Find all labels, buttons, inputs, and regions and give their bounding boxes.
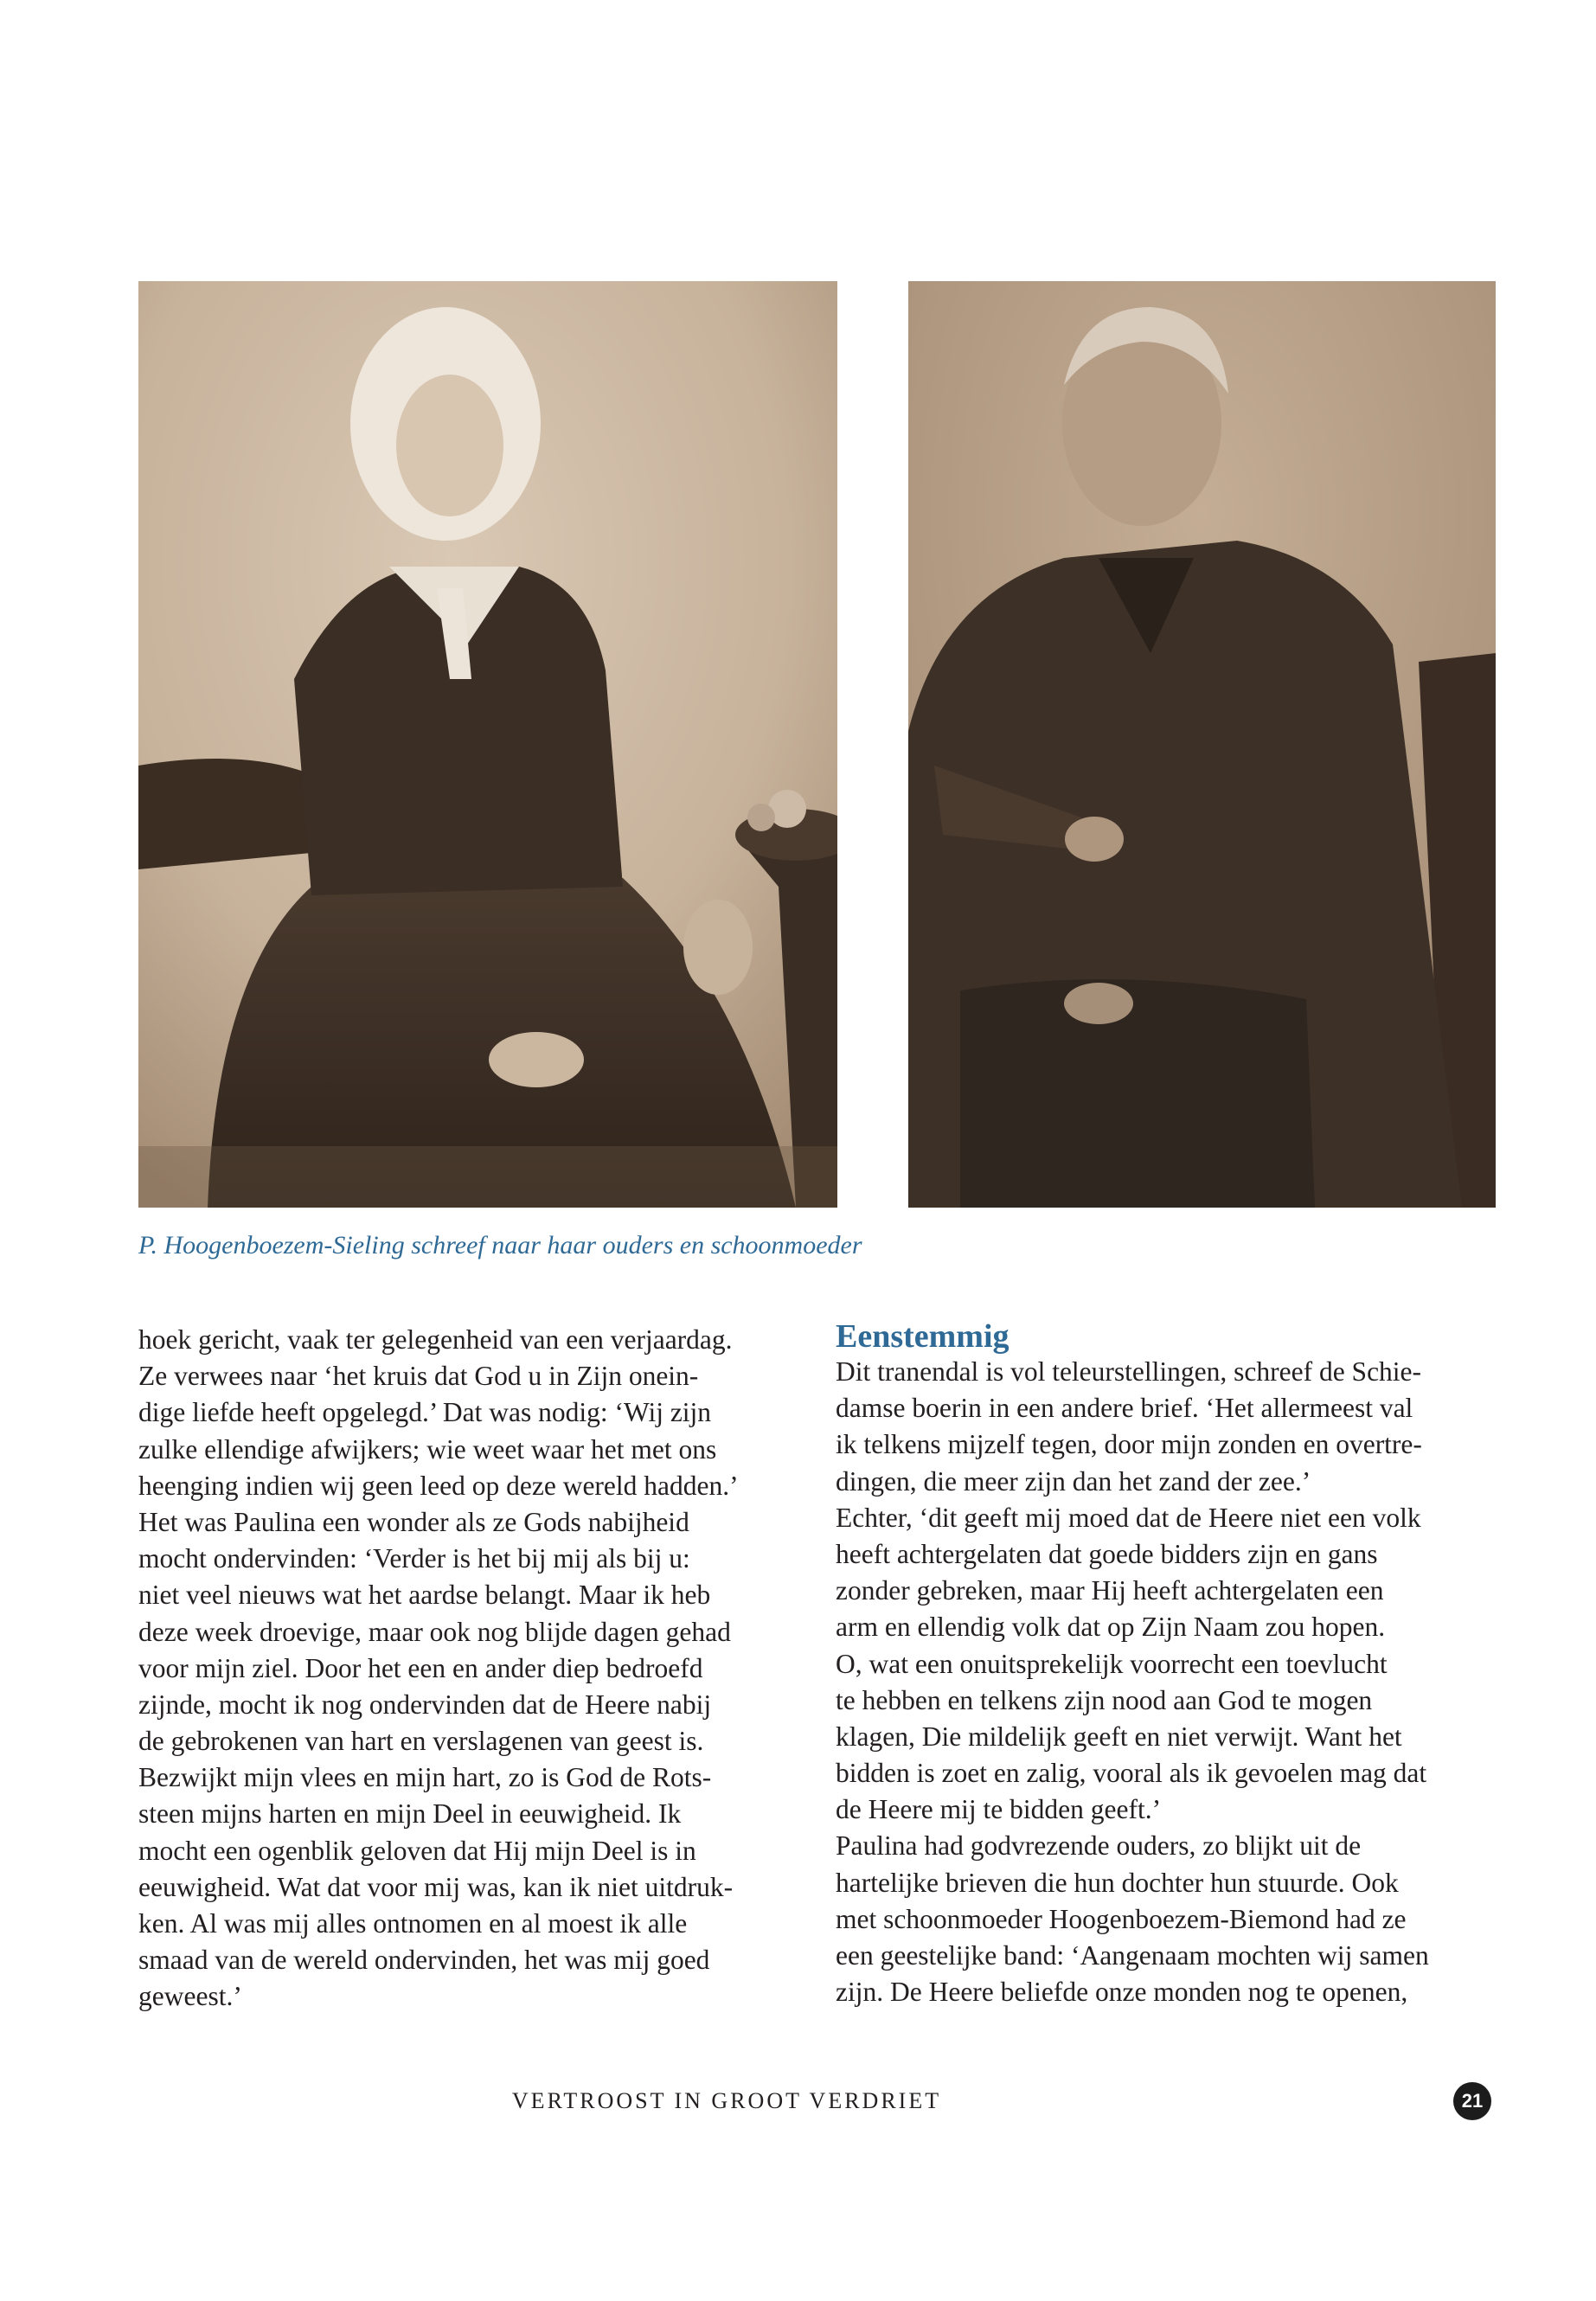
text-line: Echter, ‘dit geeft mij moed dat de Heere niet een volk — [836, 1502, 1421, 1533]
text-line: zijnde, mocht ik nog ondervinden dat de Heere nabij — [138, 1689, 712, 1720]
photo-woman-portrait — [138, 281, 837, 1208]
text-line: heeft achtergelaten dat goede bidders zijn en gans — [836, 1538, 1378, 1569]
text-line: te hebben en telkens zijn nood aan God te mogen — [836, 1684, 1373, 1715]
man-portrait-image — [908, 281, 1496, 1208]
text-line: Bezwijkt mijn vlees en mijn hart, zo is God de Rots- — [138, 1762, 712, 1793]
right-text-column — [836, 1320, 1502, 2010]
text-line: ken. Al was mij alles ontnomen en al moest ik alle — [138, 1908, 688, 1939]
running-title: VERTROOST IN GROOT VERDRIET — [511, 2088, 942, 2113]
page-number-badge: 21 — [1453, 2082, 1491, 2120]
text-line: Dit tranendal is vol teleurstellingen, schreef de Schie- — [836, 1356, 1422, 1387]
text-line: hoek gericht, vaak ter gelegenheid van een verjaardag. — [138, 1324, 733, 1355]
text-line: steen mijns harten en mijn Deel in eeuwigheid. Ik — [138, 1798, 682, 1830]
text-line: de Heere mij te bidden geeft.’ — [836, 1794, 1162, 1825]
text-line: geweest.’ — [138, 1981, 242, 2012]
text-line: Paulina had godvrezende ouders, zo blijkt uit de — [836, 1830, 1362, 1862]
text-line: mocht ondervinden: ‘Verder is het bij mij als bij u: — [138, 1543, 690, 1574]
photo-caption: P. Hoogenboezem-Sieling schreef naar haar ouders en schoonmoeder — [138, 1231, 862, 1259]
text-line: bidden is zoet en zalig, vooral als ik gevoelen mag dat — [836, 1758, 1427, 1789]
text-line: ik telkens mijzelf tegen, door mijn zonden en overtre- — [836, 1429, 1422, 1460]
text-line: voor mijn ziel. Door het een en ander diep bedroefd — [138, 1652, 703, 1683]
text-line: O, wat een onuitsprekelijk voorrecht een toevlucht — [836, 1648, 1388, 1679]
text-line: damse boerin in een andere brief. ‘Het allermeest val — [836, 1393, 1413, 1424]
text-line: Ze verwees naar ‘het kruis dat God u in Zijn onein- — [138, 1361, 699, 1392]
photo-man-portrait — [908, 281, 1496, 1208]
text-line: zijn. De Heere beliefde onze monden nog te openen, — [836, 1977, 1408, 2008]
text-line: hartelijke brieven die hun dochter hun stuurde. Ook — [836, 1867, 1399, 1898]
text-line: met schoonmoeder Hoogenboezem-Biemond had ze — [836, 1903, 1407, 1934]
section-heading: Eenstemmig — [836, 1318, 1010, 1355]
text-line: dige liefde heeft opgelegd.’ Dat was nodig: ‘Wij zijn — [138, 1397, 712, 1428]
text-line: klagen, Die mildelijk geeft en niet verwijt. Want het — [836, 1721, 1402, 1752]
text-line: deze week droevige, maar ook nog blijde dagen gehad — [138, 1616, 731, 1647]
text-line: mocht een ogenblik geloven dat Hij mijn Deel is in — [138, 1835, 696, 1866]
text-line: smaad van de wereld ondervinden, het was mij goed — [138, 1945, 710, 1976]
text-line: niet veel nieuws wat het aardse belangt. Maar ik heb — [138, 1580, 711, 1611]
text-line: een geestelijke band: ‘Aangenaam mochten wij samen — [836, 1940, 1429, 1971]
text-line: zulke ellendige afwijkers; wie weet waar het met ons — [138, 1433, 717, 1465]
text-line: eeuwigheid. Wat dat voor mij was, kan ik niet uitdruk- — [138, 1871, 734, 1902]
left-text-column — [138, 1322, 796, 2016]
text-line: arm en ellendig volk dat op Zijn Naam zou hopen. — [836, 1612, 1386, 1643]
text-line: de gebrokenen van hart en verslagenen van geest is. — [138, 1726, 704, 1757]
woman-portrait-image — [138, 281, 837, 1208]
text-line: zonder gebreken, maar Hij heeft achtergelaten een — [836, 1575, 1384, 1606]
text-line: heenging indien wij geen leed op deze wereld hadden.’ — [138, 1470, 739, 1501]
text-line: Het was Paulina een wonder als ze Gods nabijheid — [138, 1506, 689, 1537]
text-line: dingen, die meer zijn dan het zand der zee.’ — [836, 1465, 1311, 1497]
